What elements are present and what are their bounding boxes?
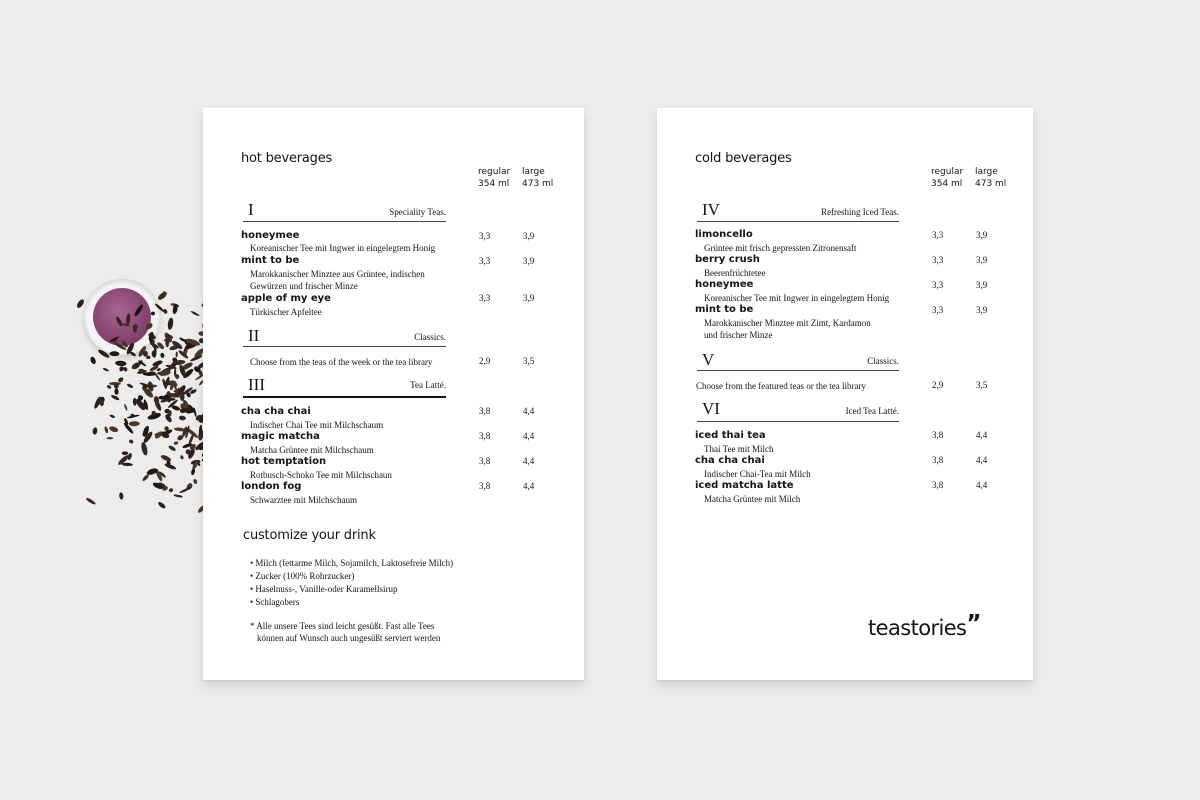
customize-option: • Zucker (100% Rohrzucker) — [250, 571, 355, 581]
tea-leaf — [106, 384, 111, 389]
menu-item-description: Marokkanischer Minztee mit Zimt, Kardamon — [704, 318, 871, 328]
section-name: Iced Tea Latté. — [845, 406, 899, 416]
tea-leaf — [188, 434, 195, 445]
tea-leaf — [160, 353, 165, 359]
menu-item-description: und frischer Minze — [704, 330, 773, 340]
price-large: 3,5 — [523, 356, 535, 366]
section-divider — [697, 421, 899, 422]
tea-leaf — [122, 451, 129, 455]
column-header-regular — [478, 166, 510, 190]
menu-item-name: cha cha chai — [695, 455, 765, 466]
menu-item-description: Indischer Chai-Tea mit Milch — [704, 469, 811, 479]
tea-leaf — [124, 403, 128, 411]
menu-item-name: cha cha chai — [241, 406, 311, 417]
tea-leaf — [89, 356, 96, 365]
tea-leaf — [180, 455, 184, 460]
section-numeral: III — [248, 375, 265, 394]
tea-leaf — [154, 303, 165, 313]
tea-leaf — [168, 445, 177, 452]
price-regular: 3,8 — [932, 430, 944, 440]
menu-item-description: Choose from the teas of the week or the tea library — [250, 357, 433, 367]
section-numeral: IV — [702, 200, 720, 219]
tea-leaf — [142, 473, 150, 481]
price-regular: 3,8 — [479, 481, 491, 491]
column-label: regular — [478, 167, 511, 177]
price-regular: 3,3 — [479, 231, 491, 241]
tea-leaf — [140, 442, 148, 456]
menu-item-description: Koreanischer Tee mit Ingwer in eingelegtem Honig — [250, 243, 436, 253]
price-large: 4,4 — [976, 455, 988, 465]
logo-wordmark: teastories — [868, 616, 967, 640]
price-large: 3,9 — [976, 280, 988, 290]
hot-beverages-menu-sheet — [203, 108, 584, 680]
menu-item-description: Matcha Grüntee mit Milch — [704, 494, 801, 504]
section-name: Classics. — [867, 356, 899, 366]
tea-leaf — [109, 414, 115, 419]
column-volume: 354 ml — [478, 179, 510, 189]
customize-option-label: Schlagobers — [255, 597, 300, 607]
cold-beverages-menu-sheet — [657, 108, 1033, 680]
section-name: Tea Latté. — [410, 380, 446, 390]
tea-leaf — [115, 316, 123, 327]
section-name: Refreshing Iced Teas. — [821, 207, 899, 217]
teastories-logo — [868, 611, 981, 642]
price-large: 3,5 — [976, 380, 988, 390]
section-numeral: V — [702, 350, 715, 369]
tea-leaf — [119, 492, 124, 500]
tea-leaf — [193, 478, 198, 484]
tea-leaf — [128, 439, 134, 445]
price-regular: 2,9 — [479, 356, 491, 366]
tea-leaf — [156, 341, 165, 350]
menu-item-description: Beerenfrüchtetee — [704, 268, 766, 278]
price-large: 3,9 — [976, 255, 988, 265]
tea-leaf — [108, 425, 119, 433]
tea-leaf — [151, 311, 155, 315]
price-regular: 3,8 — [479, 406, 491, 416]
customize-option: • Schlagobers — [250, 597, 300, 607]
menu-item-name: honeymee — [695, 279, 754, 290]
menu-item-name: mint to be — [241, 255, 300, 266]
menu-item-name: limoncello — [695, 229, 753, 240]
tea-leaf — [110, 394, 120, 401]
tea-leaf — [167, 317, 174, 330]
tea-leaf — [164, 398, 175, 401]
tea-leaf — [160, 454, 172, 462]
section-numeral: VI — [702, 399, 720, 418]
section-numeral: II — [248, 326, 260, 345]
price-large: 4,4 — [523, 456, 535, 466]
price-regular: 3,3 — [932, 280, 944, 290]
column-volume: 473 ml — [975, 179, 1007, 189]
customize-option: • Milch (fettarme Milch, Sojamilch, Laktosefreie Milch) — [250, 558, 454, 568]
tea-leaf — [133, 398, 137, 406]
column-volume: 473 ml — [522, 179, 554, 189]
tea-leaf — [173, 494, 183, 498]
price-large: 4,4 — [523, 431, 535, 441]
column-label: large — [522, 167, 545, 177]
tea-leaf — [92, 427, 98, 435]
tea-leaf — [119, 366, 125, 372]
menu-title: hot beverages — [241, 151, 333, 166]
tea-leaf — [97, 348, 110, 359]
menu-item-name: apple of my eye — [241, 293, 331, 304]
tea-leaf — [190, 310, 200, 317]
tea-leaf — [107, 437, 114, 439]
price-regular: 3,8 — [932, 455, 944, 465]
tea-leaf — [173, 441, 178, 445]
section-divider — [243, 346, 446, 347]
price-large: 3,9 — [523, 231, 535, 241]
tea-leaf — [145, 322, 154, 331]
section-name: Classics. — [414, 332, 446, 342]
tea-leaf — [109, 351, 119, 356]
tea-leaf — [179, 415, 187, 421]
price-large: 3,9 — [976, 230, 988, 240]
section-numeral: I — [248, 200, 254, 219]
column-header-large — [975, 166, 1006, 190]
menu-item-description: Marokkanischer Minztee aus Grüntee, indischen — [250, 269, 425, 279]
menu-item-name: hot temptation — [241, 456, 327, 467]
price-regular: 3,3 — [479, 293, 491, 303]
tea-leaf — [157, 291, 168, 302]
tea-leaf — [102, 367, 109, 372]
price-regular: 3,8 — [479, 456, 491, 466]
menu-item-description: Türkischer Apfeltee — [250, 307, 322, 317]
menu-item-name: honeymee — [241, 230, 300, 241]
price-regular: 3,3 — [479, 256, 491, 266]
menu-item-description: Schwarztee mit Milchschaum — [250, 495, 357, 505]
tea-leaf — [129, 421, 140, 426]
logo-quote-mark: ” — [966, 611, 981, 637]
price-large: 3,9 — [976, 305, 988, 315]
tea-leaf — [114, 388, 119, 395]
tea-leaf — [122, 463, 133, 467]
column-header-large — [522, 166, 553, 190]
menu-item-description: Grüntee mit frisch gepressten Zitronensaft — [704, 243, 857, 253]
price-regular: 2,9 — [932, 380, 944, 390]
menu-item-name: berry crush — [695, 254, 760, 265]
price-large: 4,4 — [976, 480, 988, 490]
price-large: 4,4 — [976, 430, 988, 440]
menu-item-description: Choose from the featured teas or the tea library — [696, 381, 866, 391]
tea-leaf — [168, 488, 173, 493]
menu-item-name: iced matcha latte — [695, 480, 794, 491]
tea-leaf — [115, 360, 127, 366]
menu-item-description: Gewürzen und frischer Minze — [250, 281, 358, 291]
footnote-line: * Alle unsere Tees sind leicht gesüßt. Fast alle Tees — [250, 621, 435, 631]
menu-item-description: Koreanischer Tee mit Ingwer in eingelegtem Honig — [704, 293, 890, 303]
price-large: 4,4 — [523, 406, 535, 416]
footnote-line: können auf Wunsch auch ungesüßt serviert werden — [257, 633, 441, 643]
column-volume: 354 ml — [931, 179, 963, 189]
customize-option: • Haselnuss-, Vanille-oder Karamellsirup — [250, 584, 398, 594]
price-regular: 3,3 — [932, 230, 944, 240]
price-large: 4,4 — [523, 481, 535, 491]
column-label: regular — [931, 167, 964, 177]
tea-leaf — [157, 501, 166, 510]
menu-item-description: Indischer Chai Tee mit Milchschaum — [250, 420, 384, 430]
tea-leaf — [133, 303, 144, 317]
tea-leaf — [179, 486, 192, 494]
tea-leaf — [76, 298, 86, 309]
customize-option-label: Zucker (100% Rohrzucker) — [255, 571, 355, 581]
menu-item-description: Rotbusch-Schoko Tee mit Milchschaun — [250, 470, 392, 480]
price-large: 3,9 — [523, 293, 535, 303]
price-large: 3,9 — [523, 256, 535, 266]
menu-title: cold beverages — [695, 151, 792, 166]
price-regular: 3,3 — [932, 255, 944, 265]
price-regular: 3,8 — [932, 480, 944, 490]
section-divider — [243, 221, 446, 222]
tea-leaf — [126, 383, 133, 389]
tea-leaf — [85, 497, 96, 506]
tea-leaf — [191, 468, 196, 475]
tea-leaf — [126, 313, 131, 325]
column-header-regular — [931, 166, 963, 190]
customize-title: customize your drink — [243, 528, 376, 543]
menu-item-name: magic matcha — [241, 431, 320, 442]
customize-option-label: Haselnuss-, Vanille-oder Karamellsirup — [255, 584, 398, 594]
menu-item-description: Thai Tee mit Milch — [704, 444, 774, 454]
customize-option-label: Milch (fettarme Milch, Sojamilch, Laktosefreie Milch) — [255, 558, 454, 568]
price-regular: 3,8 — [479, 431, 491, 441]
menu-item-name: mint to be — [695, 304, 754, 315]
menu-item-description: Matcha Grüntee mit Milchschaum — [250, 445, 374, 455]
menu-item-name: london fog — [241, 481, 302, 492]
tea-leaf — [104, 426, 109, 434]
tea-leaf — [176, 351, 178, 357]
section-name: Speciality Teas. — [389, 207, 446, 217]
column-label: large — [975, 167, 998, 177]
section-divider — [243, 396, 446, 398]
price-regular: 3,3 — [932, 305, 944, 315]
menu-item-name: iced thai tea — [695, 430, 766, 441]
section-divider — [697, 370, 899, 371]
section-divider — [697, 221, 899, 222]
